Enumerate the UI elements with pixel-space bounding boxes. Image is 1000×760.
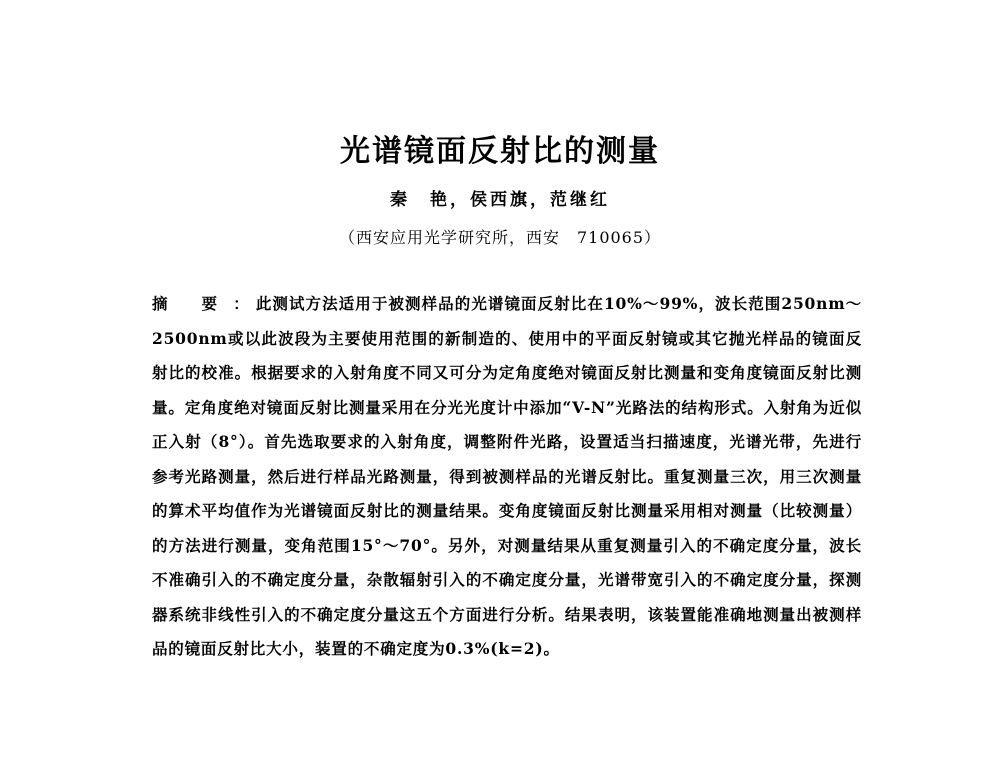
- abstract-text: 此测试方法适用于被测样品的光谱镜面反射比在10%～99%，波长范围250nm～2500nm或以此波段为主要使用范围的新制造的、使用中的平面反射镜或其它抛光样品的镜面反射比的校准。根据要求的入射角度不同又可分为定角度绝对镜面反射比测量和变角度镜面反射比测量。定角度绝对镜面反射比测量采用在分光光度计中添加“V-N”光路法的结构形式。入射角为近似正入射（8°）。首先选取要求的入射角度，调整附件光路，设置适当扫描速度，光谱光带，先进行参考光路测量，然后进行样品光路测量，得到被测样品的光谱反射比。重复测量三次，用三次测量的算术平均值作为光谱镜面反射比的测量结果。变角度镜面反射比测量采用相对测量（比较测量）的方法进行测量，变角范围15°～70°。另外，对测量结果从重复测量引入的不确定度分量，波长不准确引入的不确定度分量，杂散辐射引入的不确定度分量，光谱带宽引入的不确定度分量，探测器系统非线性引入的不确定度分量这五个方面进行分析。结果表明，该装置能准确地测量出被测样品的镜面反射比大小，装置的不确定度为0.3%(k=2)。: [152, 294, 862, 658]
- abstract-separator: ：: [233, 294, 250, 313]
- abstract-label: 摘 要: [152, 294, 232, 313]
- paper-affiliation: （西安应用光学研究所，西安 710065）: [338, 228, 662, 247]
- paper-title: 光谱镜面反射比的测量: [340, 134, 660, 169]
- abstract-section: [152, 287, 862, 667]
- paper-authors: 秦 艳，侯西旗，范继红: [390, 190, 610, 210]
